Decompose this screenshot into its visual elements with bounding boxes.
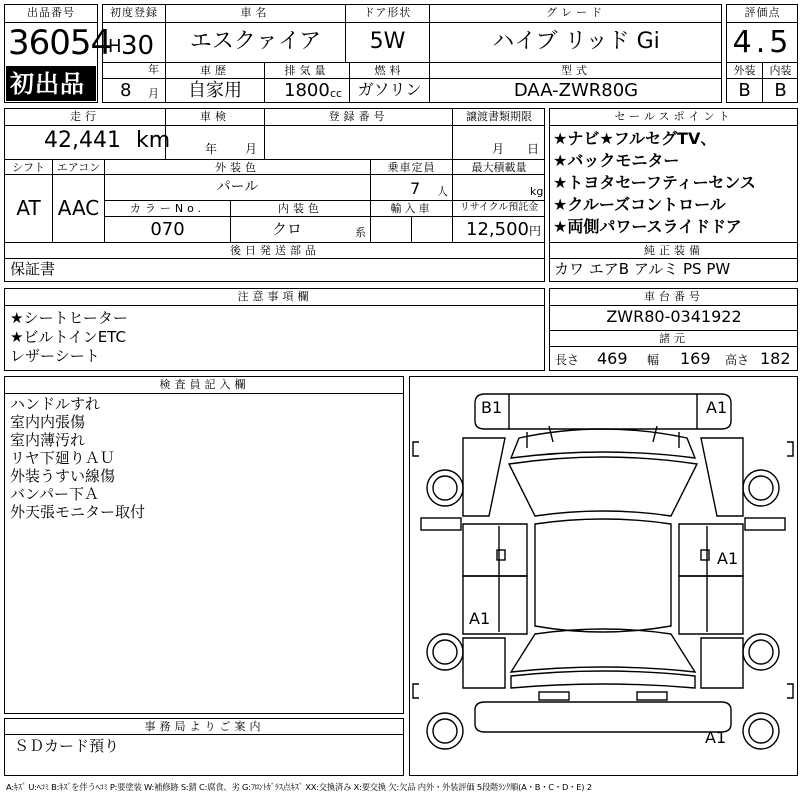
front-bumper [475, 394, 731, 429]
front-door-left [463, 524, 527, 576]
interior-grade: B [774, 80, 787, 101]
inspector-line-2: 室内内張傷 [10, 413, 86, 431]
exterior-color: パール [216, 179, 259, 195]
inspector-line-3: 室内薄汚れ [10, 431, 86, 449]
max-load-unit: kg [530, 185, 544, 198]
dims-label: 諸元 [659, 332, 689, 345]
later-parts: 保証書 [10, 260, 56, 278]
inspector-line-4: リヤ下廻りＡＵ [10, 449, 115, 467]
transfer-month-unit: 月 [492, 142, 505, 156]
transfer-day-unit: 日 [527, 142, 540, 156]
slide-door-right [679, 576, 743, 634]
damage-mark-b1: B1 [481, 398, 503, 417]
reg-year: 30 [121, 31, 155, 61]
reg-number-label: 登録番号 [328, 110, 389, 123]
office-notice-label: 事務局よりご案内 [144, 720, 265, 733]
exterior-grade-label: 外装 [733, 64, 756, 77]
genuine-equipment-label: 純正装備 [644, 244, 704, 257]
import-label: 輸入車 [390, 202, 433, 215]
interior-color: クロ [272, 220, 303, 238]
car-name: エスクァイア [189, 29, 322, 54]
fuel: ガソリン [357, 80, 422, 99]
sales-point-4: ★クルーズコントロール [553, 195, 726, 214]
door-label: ドア形状 [363, 6, 412, 19]
length: 469 [597, 349, 628, 368]
genuine-equipment: カワ エアB アルミ PS PW [554, 260, 731, 278]
grade: ハイブ リッド Gi [492, 29, 660, 54]
car-name-label: 車名 [240, 6, 271, 19]
mileage-unit: km [136, 128, 171, 153]
rear-window [511, 629, 695, 672]
recycle-unit: 円 [529, 224, 542, 238]
exterior-grade: B [738, 80, 751, 101]
reg-year-unit: 年 [148, 63, 159, 76]
damage-mark-a1-side: A1 [717, 549, 739, 568]
later-parts-label: 後日発送部品 [230, 244, 320, 257]
inspector-label: 検査員記入欄 [159, 378, 250, 391]
legend: A:ｷｽﾞ U:ﾍｺﾐ B:ｷｽﾞを伴うﾍｺﾐ P:要塗装 W:補修跡 S:錆 C:腐食、劣 G:ﾌﾛﾝﾄｶﾞﾗｽ点ｷｽﾞ XX:交換済み X:要交換 欠:欠品 内外・外装評価 5段階ﾗﾝｸ順(A・B・C・D・E) 2 [6, 782, 592, 792]
inspector-line-1: ハンドルすれ [10, 395, 101, 413]
recycle-fee: 12,500 [466, 219, 529, 240]
mileage-label: 走行 [70, 110, 100, 123]
rear-fender-right [701, 638, 743, 688]
transfer-deadline-label: 譲渡書類期限 [466, 110, 532, 123]
reg-month-unit: 月 [148, 87, 159, 100]
lot-label: 出品番号 [27, 6, 75, 19]
mileage: 42,441 [44, 128, 121, 153]
length-label: 長さ [555, 353, 580, 367]
hood [511, 429, 695, 458]
interior-color-suffix: 系 [355, 226, 366, 239]
rear-fender-left [463, 638, 505, 688]
height: 182 [760, 349, 791, 368]
sales-point-2: ★バックモニター [553, 151, 680, 170]
grade-label: グレード [546, 6, 606, 19]
sales-point-3: ★トヨタセーフティーセンス [553, 173, 756, 192]
capacity: 7 [410, 179, 421, 198]
caution-line-1: ★シートヒーター [10, 309, 128, 327]
score: 4.5 [732, 25, 793, 60]
damage-mark-a1-rear-left: A1 [469, 609, 491, 628]
inspection-label: 車検 [200, 110, 230, 123]
model-label: 型式 [561, 64, 591, 77]
caution-line-2: ★ビルトインETC [10, 328, 126, 346]
inspection-month-unit: 月 [245, 142, 258, 156]
capacity-unit: 人 [437, 185, 448, 198]
width-label: 幅 [647, 353, 660, 367]
damage-mark-a1-front: A1 [706, 398, 728, 417]
fuel-label: 燃料 [374, 64, 405, 77]
chassis-number: ZWR80-0341922 [606, 307, 742, 326]
windshield [509, 457, 697, 516]
rear-bumper [475, 702, 731, 732]
first-reg-label: 初度登録 [110, 6, 158, 19]
shift: AT [16, 196, 41, 220]
inspection-year-unit: 年 [205, 142, 218, 156]
interior-grade-label: 内装 [769, 64, 792, 77]
sales-point-1: ★ナビ★フルセグTV、 [553, 129, 717, 148]
inspector-line-6: バンパー下Ａ [10, 485, 99, 503]
displacement: 1800 [284, 80, 330, 101]
capacity-label: 乗車定員 [387, 161, 436, 174]
score-label: 評価点 [744, 6, 781, 19]
mirror-right [745, 518, 785, 530]
sales-points-label: セールスポイント [614, 110, 734, 123]
back-door [511, 671, 695, 688]
model: DAA-ZWR80G [513, 80, 639, 101]
color-no: 070 [150, 219, 185, 240]
first-listing-text: 初出品 [10, 70, 85, 98]
history-label: 車歴 [200, 64, 230, 77]
inspector-line-7: 外天張モニター取付 [10, 503, 146, 521]
reg-month: 8 [120, 80, 132, 101]
front-fender-left [463, 438, 505, 516]
displacement-unit: cc [330, 87, 343, 100]
chassis-label: 車台番号 [644, 290, 704, 303]
recycle-label: リサイクル預託金 [459, 202, 539, 213]
damage-mark-a1-back: A1 [705, 728, 727, 747]
office-notice-text: ＳＤカード預り [14, 737, 120, 755]
mirror-left [421, 518, 461, 530]
car-diagram [409, 376, 798, 776]
ac-label: エアコン [56, 161, 101, 174]
lot-number: 36054 [8, 23, 112, 63]
height-label: 高さ [725, 353, 750, 367]
max-load-label: 最大積載量 [471, 161, 527, 174]
sales-point-5: ★両側パワースライドドア [553, 217, 742, 236]
ac: AAC [57, 196, 100, 220]
shift-label: シフト [12, 161, 45, 174]
color-no-label: カラーNo. [129, 202, 206, 215]
caution-label: 注意事項欄 [237, 290, 313, 303]
history: 自家用 [188, 80, 242, 101]
inspector-line-5: 外装うすい線傷 [10, 467, 116, 485]
reg-era: H [108, 36, 122, 57]
interior-color-label: 内装色 [278, 202, 323, 215]
front-fender-right [701, 438, 743, 516]
roof [535, 519, 671, 632]
exterior-color-label: 外装色 [215, 161, 260, 174]
displacement-label: 排気量 [284, 64, 330, 77]
caution-line-3: レザーシート [10, 347, 100, 365]
width: 169 [680, 349, 711, 368]
door-type: 5W [369, 29, 406, 54]
